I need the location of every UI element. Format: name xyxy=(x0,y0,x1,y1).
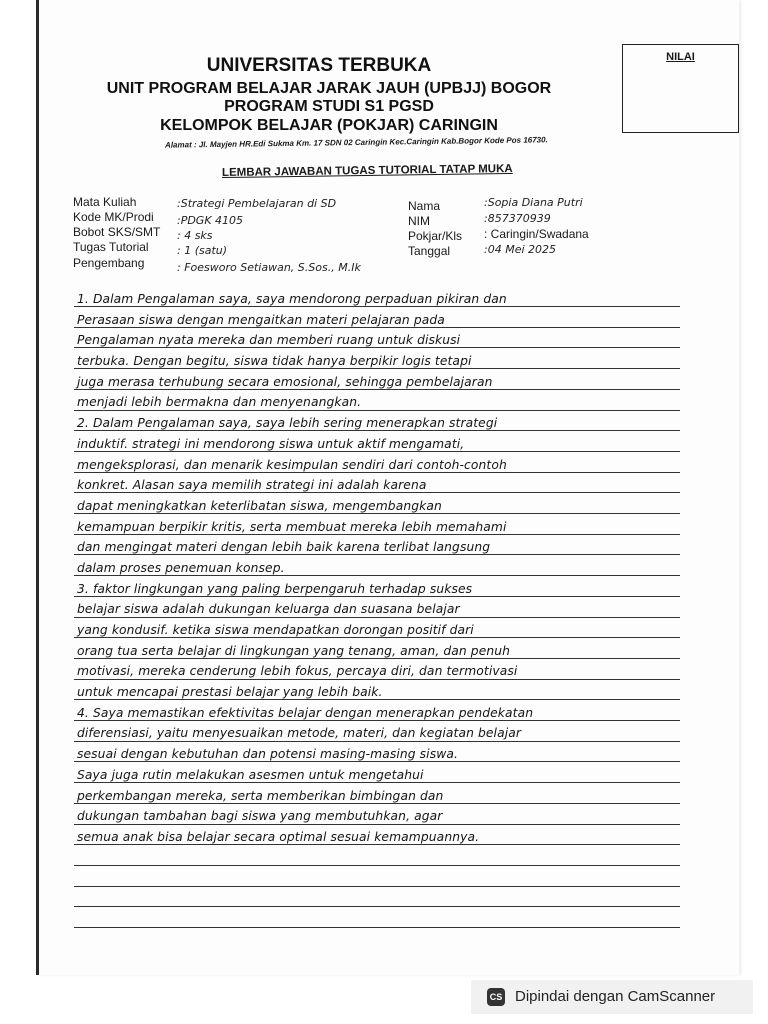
info-label-nim: NIM xyxy=(408,214,430,228)
info-value-developer: : Foesworo Setiawan, S.Sos., M.Ik xyxy=(177,261,361,274)
answer-line: diferensiasi, yaitu menyesuaikan metode, materi, dan kegiatan belajar xyxy=(77,726,522,741)
answer-line: 3. faktor lingkungan yang paling berpengaruh terhadap sukses xyxy=(77,581,473,596)
answer-line: 4. Saya memastikan efektivitas belajar dengan menerapkan pendekatan xyxy=(77,705,534,720)
info-label-class: Pokjar/Kls xyxy=(408,229,463,243)
group-title: KELOMPOK BELAJAR (POKJAR) CARINGIN xyxy=(160,117,498,134)
info-value-name: :Sopia Diana Putri xyxy=(484,196,583,209)
info-value-course: :Strategi Pembelajaran di SD xyxy=(177,197,337,210)
answer-line: sesuai dengan kebutuhan dan potensi masing-masing siswa. xyxy=(77,747,459,762)
info-value-tutorial: : 1 (satu) xyxy=(177,244,228,257)
answer-line: motivasi, mereka cenderung lebih fokus, percaya diri, dan termotivasi xyxy=(77,664,518,679)
info-label-code: Kode MK/Prodi xyxy=(73,210,154,224)
answer-line: Pengalaman nyata mereka dan memberi ruang untuk diskusi xyxy=(77,333,461,348)
address-line: Alamat : Jl. Mayjen HR.Edi Sukma Km. 17 SDN 02 Caringin Kec.Caringin Kab.Bogor Kode Pos 16730. xyxy=(164,135,548,150)
answer-line: mengeksplorasi, dan menarik kesimpulan sendiri dari contoh-contoh xyxy=(77,457,507,472)
answer-line: dan mengingat materi dengan lebih baik karena terlibat langsung xyxy=(77,540,491,555)
answer-line: terbuka. Dengan begitu, siswa tidak hanya berpikir logis tetapi xyxy=(77,354,472,369)
answer-line: 2. Dalam Pengalaman saya, saya lebih sering menerapkan strategi xyxy=(77,416,498,431)
program-title: PROGRAM STUDI S1 PGSD xyxy=(224,98,434,115)
unit-title: UNIT PROGRAM BELAJAR JARAK JAUH (UPBJJ) BOGOR xyxy=(106,80,552,97)
ruled-line xyxy=(74,906,680,907)
camscanner-footer xyxy=(471,980,753,1014)
info-label-tutorial: Tugas Tutorial xyxy=(73,240,149,254)
answer-line: yang kondusif. ketika siswa mendapatkan dorongan positif dari xyxy=(77,623,474,637)
info-label-date: Tanggal xyxy=(408,244,451,258)
camscanner-logo-icon: CS xyxy=(487,988,505,1006)
camscanner-label: Dipindai dengan CamScanner xyxy=(515,988,716,1005)
info-label-course: Mata Kuliah xyxy=(73,195,137,209)
answer-line: 1. Dalam Pengalaman saya, saya mendorong perpaduan pikiran dan xyxy=(77,292,507,306)
info-value-class: : Caringin/Swadana xyxy=(484,227,589,241)
answer-block xyxy=(77,289,682,848)
answer-line: induktif. strategi ini mendorong siswa untuk aktif mengamati, xyxy=(77,436,465,451)
ruled-line xyxy=(74,927,680,928)
answer-line: Perasaan siswa dengan mengaitkan materi pelajaran pada xyxy=(77,312,445,327)
ruled-line xyxy=(74,886,680,887)
info-value-code: :PDGK 4105 xyxy=(177,214,244,227)
info-label-developer: Pengembang xyxy=(73,256,145,270)
info-label-credits: Bobot SKS/SMT xyxy=(73,225,161,239)
answer-line: belajar siswa adalah dukungan keluarga dan suasana belajar xyxy=(77,602,460,617)
answer-line: konkret. Alasan saya memilih strategi ini adalah karena xyxy=(77,478,427,493)
answer-line: menjadi lebih bermakna dan menyenangkan. xyxy=(77,395,362,410)
info-label-name: Nama xyxy=(408,199,441,213)
info-value-nim: :857370939 xyxy=(484,212,551,225)
info-value-credits: : 4 sks xyxy=(177,229,213,242)
answer-line: kemampuan berpikir kritis, serta membuat mereka lebih memahami xyxy=(77,519,507,534)
answer-line: Saya juga rutin melakukan asesmen untuk mengetahui xyxy=(77,767,424,782)
answer-line: juga merasa terhubung secara emosional, sehingga pembelajaran xyxy=(77,374,493,389)
answer-line: dapat meningkatkan keterlibatan siswa, mengembangkan xyxy=(77,498,442,513)
university-title: UNIVERSITAS TERBUKA xyxy=(206,55,432,76)
form-title: LEMBAR JAWABAN TUGAS TUTORIAL TATAP MUKA xyxy=(221,162,513,180)
answer-line: perkembangan mereka, serta memberikan bimbingan dan xyxy=(77,788,444,803)
info-value-date: :04 Mei 2025 xyxy=(484,243,557,256)
grade-label: NILAI xyxy=(666,51,695,63)
ruled-line xyxy=(74,865,680,866)
answer-line: dukungan tambahan bagi siswa yang membutuhkan, agar xyxy=(77,809,443,824)
answer-line: dalam proses penemuan konsep. xyxy=(77,560,285,575)
answer-line: untuk mencapai prestasi belajar yang lebih baik. xyxy=(77,685,383,700)
answer-line: orang tua serta belajar di lingkungan yang tenang, aman, dan penuh xyxy=(77,643,511,658)
answer-line: semua anak bisa belajar secara optimal sesuai kemampuannya. xyxy=(77,829,480,844)
